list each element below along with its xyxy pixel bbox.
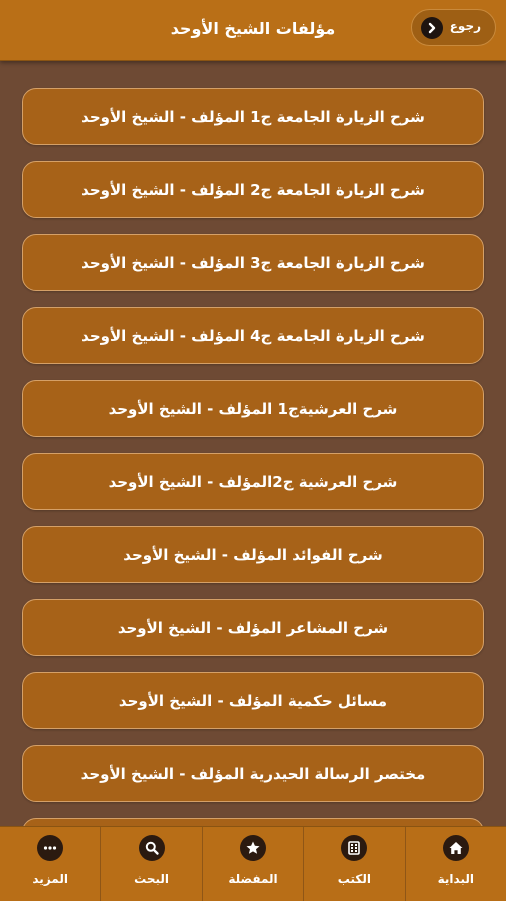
- book-item[interactable]: شرح الزيارة الجامعة ج2 المؤلف - الشيخ الأوحد: [22, 161, 484, 218]
- book-item[interactable]: شرح العرشيةج1 المؤلف - الشيخ الأوحد: [22, 380, 484, 437]
- tab-home[interactable]: [405, 827, 506, 901]
- page-title: مؤلفات الشيخ الأوحد: [170, 18, 336, 38]
- book-list[interactable]: [0, 60, 506, 826]
- tab-books[interactable]: [303, 827, 404, 901]
- book-item[interactable]: شرح العرشية ج2المؤلف - الشيخ الأوحد: [22, 453, 484, 510]
- tab-search-label: البحث: [134, 872, 170, 886]
- tab-search[interactable]: [100, 827, 201, 901]
- book-item[interactable]: مختصر الرسالة الحيدرية المؤلف - الشيخ الأوحد: [22, 745, 484, 802]
- book-item[interactable]: شرح الزيارة الجامعة ج4 المؤلف - الشيخ الأوحد: [22, 307, 484, 364]
- chevron-left-icon: [421, 17, 443, 39]
- bottom-tab-bar: [0, 826, 506, 901]
- back-label: رجوع: [449, 19, 481, 33]
- tab-more-label: المزيد: [32, 872, 68, 886]
- tab-home-label: البداية: [437, 872, 474, 886]
- search-icon: [139, 835, 165, 861]
- book-item[interactable]: شرح الزيارة الجامعة ج1 المؤلف - الشيخ الأوحد: [22, 88, 484, 145]
- tab-more[interactable]: [0, 827, 100, 901]
- star-icon: [240, 835, 266, 861]
- app-header: [0, 0, 506, 61]
- more-icon: [37, 835, 63, 861]
- tab-favorites[interactable]: [202, 827, 303, 901]
- back-button[interactable]: [411, 9, 496, 46]
- book-item[interactable]: شرح الفوائد المؤلف - الشيخ الأوحد: [22, 526, 484, 583]
- home-icon: [443, 835, 469, 861]
- tab-favorites-label: المفضلة: [228, 872, 278, 886]
- books-icon: [341, 835, 367, 861]
- tab-books-label: الكتب: [337, 872, 371, 886]
- book-item[interactable]: شرح الزيارة الجامعة ج3 المؤلف - الشيخ الأوحد: [22, 234, 484, 291]
- book-item[interactable]: [22, 818, 484, 826]
- book-item[interactable]: شرح المشاعر المؤلف - الشيخ الأوحد: [22, 599, 484, 656]
- book-item[interactable]: مسائل حكمية المؤلف - الشيخ الأوحد: [22, 672, 484, 729]
